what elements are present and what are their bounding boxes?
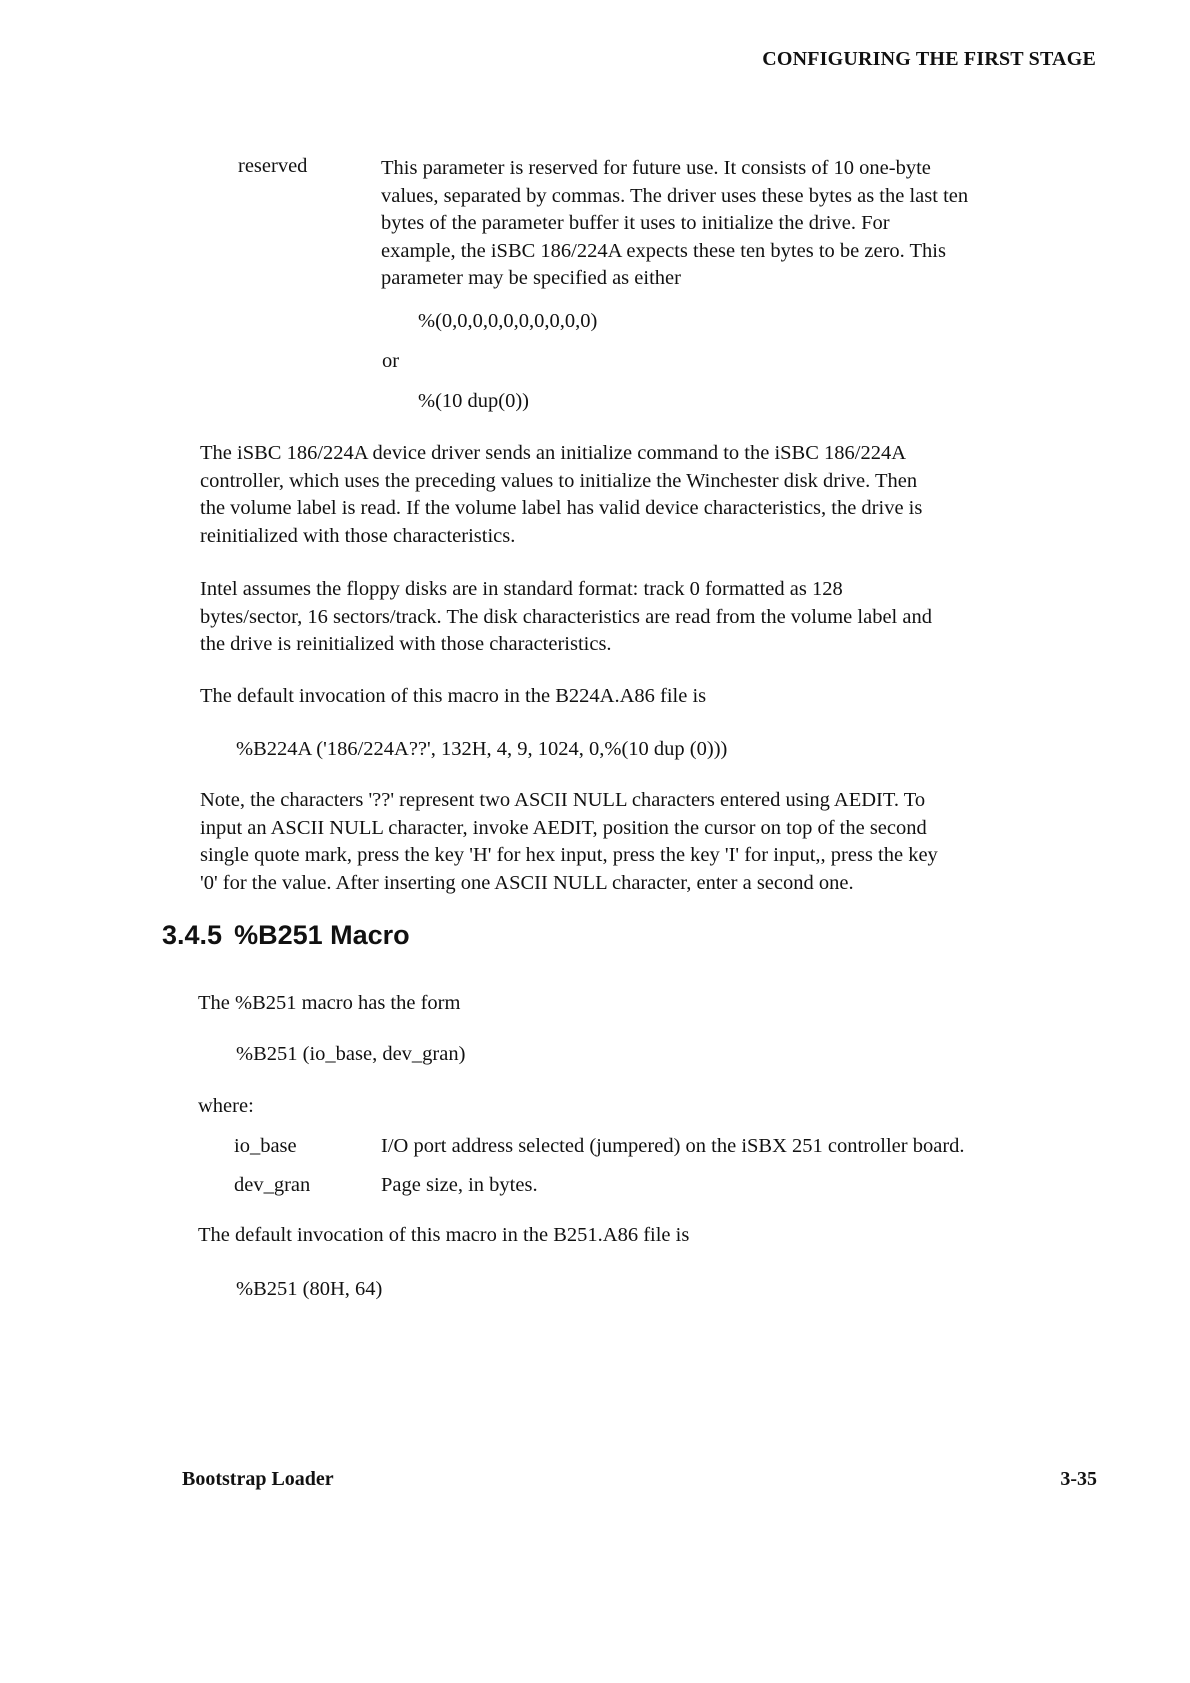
text-line: The %B251 macro has the form [198,992,461,1014]
running-head: CONFIGURING THE FIRST STAGE [762,48,1096,70]
param-description-reserved [381,155,968,293]
param-desc-io-base: I/O port address selected (jumpered) on the iSBX 251 controller board. [381,1135,965,1157]
text-line: The default invocation of this macro in the B224A.A86 file is [200,685,707,707]
code-b251-invocation: %B251 (80H, 64) [236,1278,383,1300]
text-line: example, the iSBC 186/224A expects these ten bytes to be zero. This [381,239,946,262]
where-label [198,1093,254,1121]
text-line: the volume label is read. If the volume label has valid device characteristics, the drive is [200,497,923,519]
or-text: or [382,350,400,372]
text-line: the drive is reinitialized with those characteristics. [200,633,612,655]
text-line: The iSBC 186/224A device driver sends an initialize command to the iSBC 186/224A [200,442,907,464]
text-line: single quote mark, press the key 'H' for hex input, press the key 'I' for input,, press the key [200,844,938,866]
code-b224a-invocation: %B224A ('186/224A??', 132H, 4, 9, 1024, 0,%(10 dup (0))) [236,738,728,760]
text-line: where: [198,1095,254,1117]
text-line: parameter may be specified as either [381,267,681,289]
param-term-dev-gran: dev_gran [234,1174,311,1196]
paragraph-default-b224a [200,683,706,711]
text-line: Note, the characters '??' represent two ASCII NULL characters entered using AEDIT. To [200,789,926,811]
paragraph-b251-intro [198,990,460,1018]
text-line: values, separated by commas. The driver uses these bytes as the last ten [381,184,969,207]
param-desc-dev-gran: Page size, in bytes. [381,1174,538,1196]
text-line: The default invocation of this macro in the B251.A86 file is [198,1224,690,1246]
text-line: reinitialized with those characteristics. [200,524,516,547]
code-b251-form: %B251 (io_base, dev_gran) [236,1043,466,1065]
text-line: '0' for the value. After inserting one ASCII NULL character, enter a second one. [200,871,854,894]
section-number: 3.4.5 [162,920,223,950]
section-title: %B251 Macro [234,920,410,950]
param-term-io-base: io_base [234,1135,297,1157]
paragraph-default-b251 [198,1222,689,1250]
param-term-reserved: reserved [238,155,308,177]
text-line: This parameter is reserved for future use. It consists of 10 one-byte [381,157,931,179]
footer-title: Bootstrap Loader [182,1468,334,1490]
text-line: input an ASCII NULL character, invoke AEDIT, position the cursor on top of the second [200,816,927,839]
text-line: Intel assumes the floppy disks are in standard format: track 0 formatted as 128 [200,578,843,600]
section-heading [162,920,410,951]
code-example-zeros: %(0,0,0,0,0,0,0,0,0,0) [418,310,598,332]
code-example-dup: %(10 dup(0)) [418,390,530,412]
paragraph-floppy [200,576,932,659]
text-line: bytes/sector, 16 sectors/track. The disk characteristics are read from the volume label and [200,605,932,628]
paragraph-driver-init [200,440,922,550]
text-line: controller, which uses the preceding values to initialize the Winchester disk drive. Then [200,469,918,492]
text-line: bytes of the parameter buffer it uses to initialize the drive. For [381,212,890,234]
page-number: 3-35 [1060,1468,1097,1490]
paragraph-note [200,787,938,897]
